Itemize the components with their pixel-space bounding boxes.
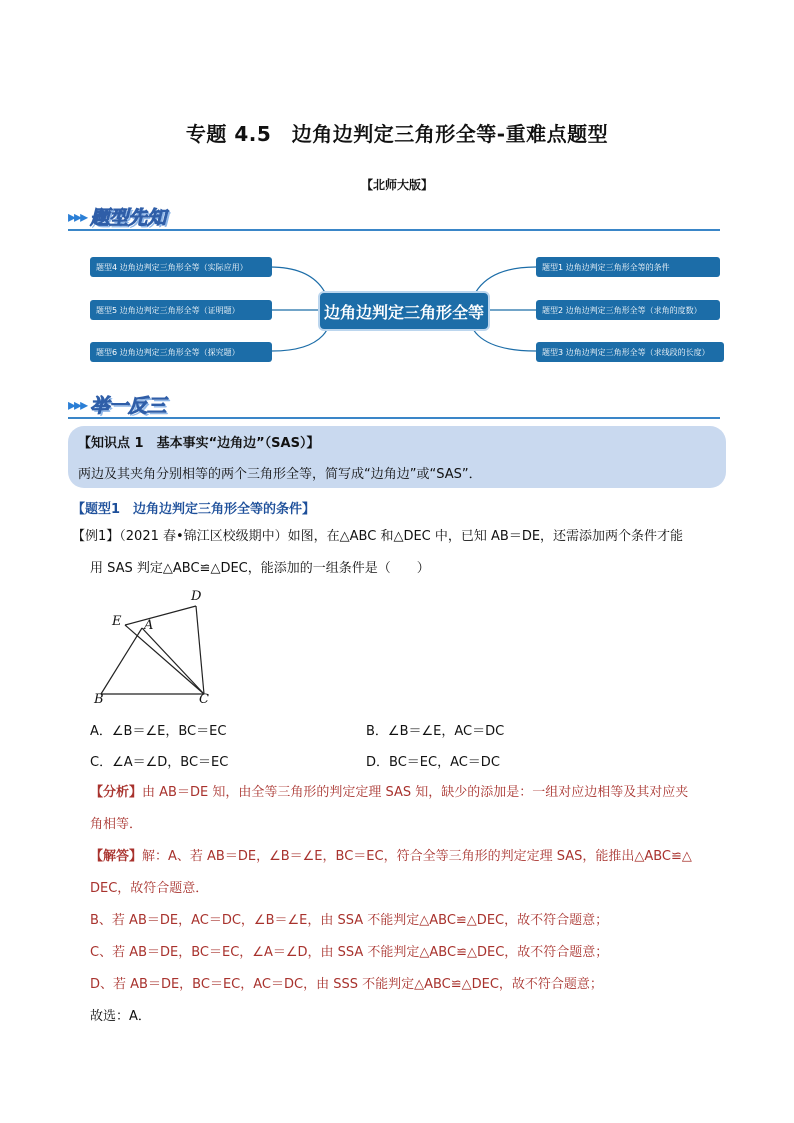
type1-heading: 【题型1 边角边判定三角形全等的条件】 bbox=[72, 502, 316, 517]
analysis-line2: 角相等． bbox=[90, 817, 143, 832]
analysis-tag: 【分析】 bbox=[90, 785, 143, 800]
mindmap-node-type6: 题型6 边角边判定三角形全等（探究题） bbox=[90, 342, 272, 362]
vertex-label-e: E bbox=[112, 614, 122, 629]
solution-line6: 故选：A． bbox=[90, 1009, 151, 1024]
solution-tag: 【解答】 bbox=[90, 849, 143, 864]
mindmap-node-type1: 题型1 边角边判定三角形全等的条件 bbox=[536, 257, 720, 277]
solution-line2: DEC，故符合题意． bbox=[90, 881, 209, 896]
mindmap-node-type4: 题型4 边角边判定三角形全等（实际应用） bbox=[90, 257, 272, 277]
solution-text-1: 解：A、若 AB＝DE，∠B＝∠E，BC＝EC，符合全等三角形的判定定理 SAS，能推出△ABC≌△ bbox=[142, 849, 692, 864]
knowledge-box bbox=[68, 426, 726, 488]
option-d: D．BC＝EC，AC＝DC bbox=[366, 755, 500, 770]
mindmap-node-type3: 题型3 边角边判定三角形全等（求线段的长度） bbox=[536, 342, 724, 362]
arrows-icon: ▸▸▸ bbox=[68, 394, 87, 414]
edition-label: 【北师大版】 bbox=[360, 178, 433, 192]
vertex-label-d: D bbox=[191, 589, 202, 604]
section-title-second: 举一反三 bbox=[90, 394, 167, 417]
knowledge-title: 【知识点 1 基本事实“边角边”（SAS）】 bbox=[78, 436, 320, 451]
vertex-label-a: A bbox=[144, 618, 154, 633]
analysis-line1 bbox=[90, 782, 740, 804]
option-b: B．∠B＝∠E，AC＝DC bbox=[366, 724, 505, 739]
vertex-label-c: C bbox=[199, 692, 209, 707]
page-title: 专题 4.5 边角边判定三角形全等-重难点题型 bbox=[185, 122, 609, 146]
mindmap-node-type5: 题型5 边角边判定三角形全等（证明题） bbox=[90, 300, 272, 320]
triangle-figure bbox=[84, 586, 234, 712]
solution-line1 bbox=[90, 846, 740, 868]
mindmap-node-type2: 题型2 边角边判定三角形全等（求角的度数） bbox=[536, 300, 720, 320]
option-a: A．∠B＝∠E，BC＝EC bbox=[90, 724, 227, 739]
section-divider bbox=[68, 417, 720, 419]
analysis-text-1: 由 AB＝DE 知，由全等三角形的判定定理 SAS 知，缺少的添加是：一组对应边相等及其对应夹 bbox=[142, 785, 689, 800]
option-c: C．∠A＝∠D，BC＝EC bbox=[90, 755, 229, 770]
example-line2: 用 SAS 判定△ABC≌△DEC，能添加的一组条件是（ ） bbox=[90, 561, 430, 576]
example-line1: 【例1】（2021 春•锦江区校级期中）如图，在△ABC 和△DEC 中，已知 AB＝DE，还需添加两个条件才能 bbox=[72, 529, 684, 544]
section-banner-first bbox=[68, 202, 166, 230]
section-banner-second bbox=[68, 390, 166, 418]
solution-line4: C、若 AB＝DE，BC＝EC，∠A＝∠D，由 SSA 不能判定△ABC≌△DEC，故不符合题意； bbox=[90, 945, 609, 960]
solution-line3: B、若 AB＝DE，AC＝DC，∠B＝∠E，由 SSA 不能判定△ABC≌△DEC，故不符合题意； bbox=[90, 913, 609, 928]
vertex-label-b: B bbox=[94, 692, 104, 707]
section-divider bbox=[68, 229, 720, 231]
mindmap-center: 边角边判定三角形全等 bbox=[318, 291, 490, 331]
arrows-icon: ▸▸▸ bbox=[68, 206, 87, 226]
section-title-first: 题型先知 bbox=[90, 206, 167, 229]
solution-line5: D、若 AB＝DE，BC＝EC，AC＝DC，由 SSS 不能判定△ABC≌△DEC，故不符合题意； bbox=[90, 977, 603, 992]
knowledge-body: 两边及其夹角分别相等的两个三角形全等，简写成“边角边”或“SAS”． bbox=[78, 467, 482, 482]
